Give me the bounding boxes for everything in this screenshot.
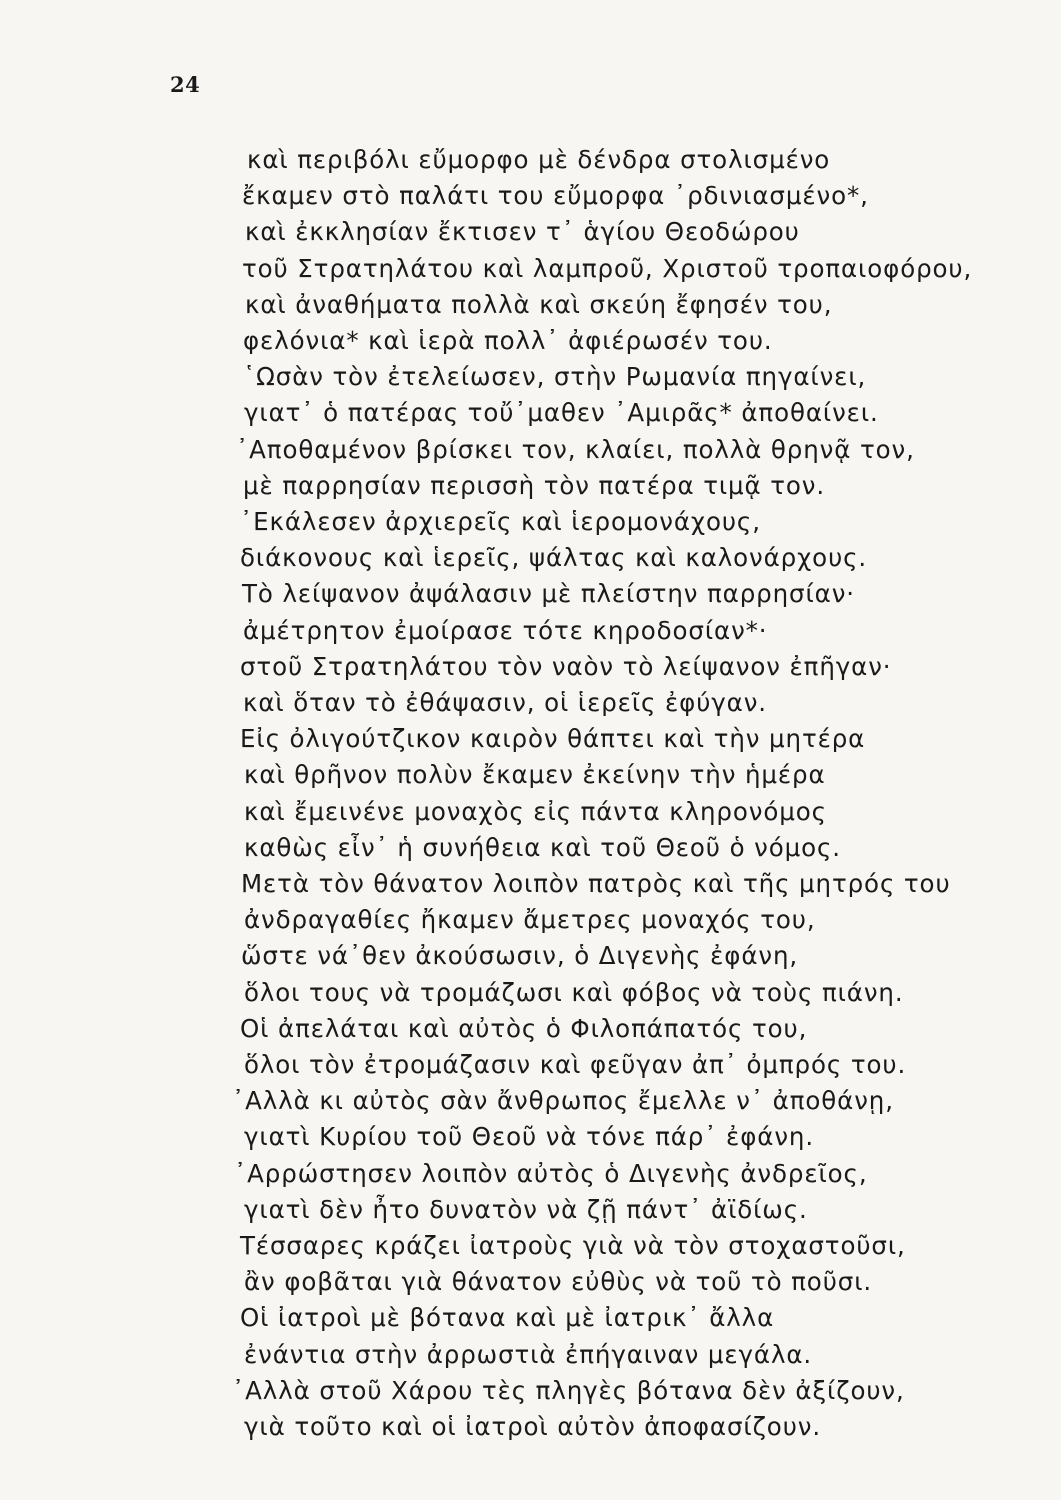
poem-line: ἀμέτρητον ἐμοίρασε τότε κηροδοσίαν*· xyxy=(243,615,768,645)
poem-line: καὶ ἀναθήματα πολλὰ καὶ σκεύη ἔφησέν του, xyxy=(245,289,833,319)
poem-line: γιατὶ δὲν ἦτο δυνατὸν νὰ ζῇ πάντ᾿ ἀϊδίως. xyxy=(244,1194,808,1224)
poem-line: ᾿Αρρώστησεν λοιπὸν αὐτὸς ὁ Διγενὴς ἀνδρεῖος, xyxy=(234,1158,868,1188)
poem-line: ὥστε νά᾿θεν ἀκούσωσιν, ὁ Διγενὴς ἐφάνη, xyxy=(241,941,799,971)
poem-line: Μετὰ τὸν θάνατον λοιπὸν πατρὸς καὶ τῆς μητρός του xyxy=(241,869,951,898)
poem-line: καὶ περιβόλι εὔμορφο μὲ δένδρα στολισμένο xyxy=(247,145,831,174)
poem-line: ἐνάντια στὴν ἀρρωστιὰ ἐπήγαιναν μεγάλα. xyxy=(244,1339,813,1369)
poem-line: ᾿Αλλὰ στοῦ Χάρου τὲς πληγὲς βότανα δὲν ἀξίζουν, xyxy=(232,1375,905,1405)
poem-line: Οἱ ἀπελάται καὶ αὐτὸς ὁ Φιλοπάπατός του, xyxy=(240,1013,808,1043)
poem-line: φελόνια* καὶ ἱερὰ πολλ᾿ ἀφιέρωσέν του. xyxy=(243,326,773,355)
poem-line: καὶ ἐκκλησίαν ἔκτισεν τ᾿ ἁγίου Θεοδώρου xyxy=(245,217,800,247)
poem-line: Τέσσαρες κράζει ἰατροὺς γιὰ νὰ τὸν στοχαστοῦσι, xyxy=(240,1231,906,1260)
poem-line: γιατὶ Κυρίου τοῦ Θεοῦ νὰ τόνε πάρ᾿ ἐφάνη. xyxy=(244,1122,815,1152)
poem-line: ᾿Αλλὰ κι αὐτὸς σὰν ἄνθρωπος ἔμελλε ν᾿ ἀποθάνῃ, xyxy=(232,1086,894,1116)
poem-line: γιατ᾿ ὁ πατέρας τοὔ᾿μαθεν ᾿Αμιρᾶς* ἀποθαίνει. xyxy=(244,398,879,428)
poem-line: ᾿Εκάλεσεν ἀρχιερεῖς καὶ ἱερομονάχους, xyxy=(240,507,761,536)
poem-line: ὅλοι τὸν ἐτρομάζασιν καὶ φεῦγαν ἀπ᾿ ὀμπρός του. xyxy=(244,1050,907,1079)
poem-line: Τὸ λείψανον ἀψάλασιν μὲ πλείστην παρρησίαν· xyxy=(242,579,855,609)
poem-line: στοῦ Στρατηλάτου τὸν ναὸν τὸ λείψανον ἐπῆγαν· xyxy=(240,651,892,681)
poem-line: καὶ ὅταν τὸ ἐθάψασιν, οἱ ἱερεῖς ἐφύγαν. xyxy=(243,688,767,717)
poem-line: ᾿Αποθαμένον βρίσκει τον, κλαίει, πολλὰ θρηνᾷ τον, xyxy=(236,434,915,464)
poem-line: τοῦ Στρατηλάτου καὶ λαμπροῦ, Χριστοῦ τροπαιοφόρου, xyxy=(242,253,973,283)
poem-line: καὶ θρῆνον πολὺν ἔκαμεν ἐκείνην τὴν ἡμέρα xyxy=(244,760,826,790)
poem-line: μὲ παρρησίαν περισσὴ τὸν πατέρα τιμᾷ τον. xyxy=(243,470,826,500)
poem-line: καὶ ἔμεινένε μοναχὸς εἰς πάντα κληρονόμος xyxy=(244,796,827,826)
poem-line: καθὼς εἶν᾿ ἡ συνήθεια καὶ τοῦ Θεοῦ ὁ νόμος. xyxy=(244,832,841,862)
poem-line: ἂν φοβᾶται γιὰ θάνατον εὐθὺς νὰ τοῦ τὸ ποῦσι. xyxy=(244,1267,873,1297)
poem-line: Οἱ ἰατροὶ μὲ βότανα καὶ μὲ ἰατρικ᾿ ἄλλα xyxy=(240,1303,775,1333)
poem-line: Εἰς ὀλιγούτζικον καιρὸν θάπτει καὶ τὴν μητέρα xyxy=(240,724,866,754)
poem-line: ἔκαμεν στὸ παλάτι του εὔμορφα ᾿ρδινιασμένο*, xyxy=(242,181,869,211)
poem-line: ῾Ωσὰν τὸν ἐτελείωσεν, στὴν Ρωμανία πηγαίνει, xyxy=(243,362,867,392)
page-number: 24 xyxy=(170,72,201,97)
poem-line: γιὰ τοῦτο καὶ οἱ ἰατροὶ αὐτὸν ἀποφασίζουν. xyxy=(244,1412,822,1441)
poem-line: ἀνδραγαθίες ἤκαμεν ἄμετρες μοναχός του, xyxy=(244,905,816,935)
poem-line: ὅλοι τους νὰ τρομάζωσι καὶ φόβος νὰ τοὺς πιάνη. xyxy=(244,977,904,1007)
poem-line: διάκονους καὶ ἱερεῖς, ψάλτας καὶ καλονάρχους. xyxy=(240,543,868,573)
